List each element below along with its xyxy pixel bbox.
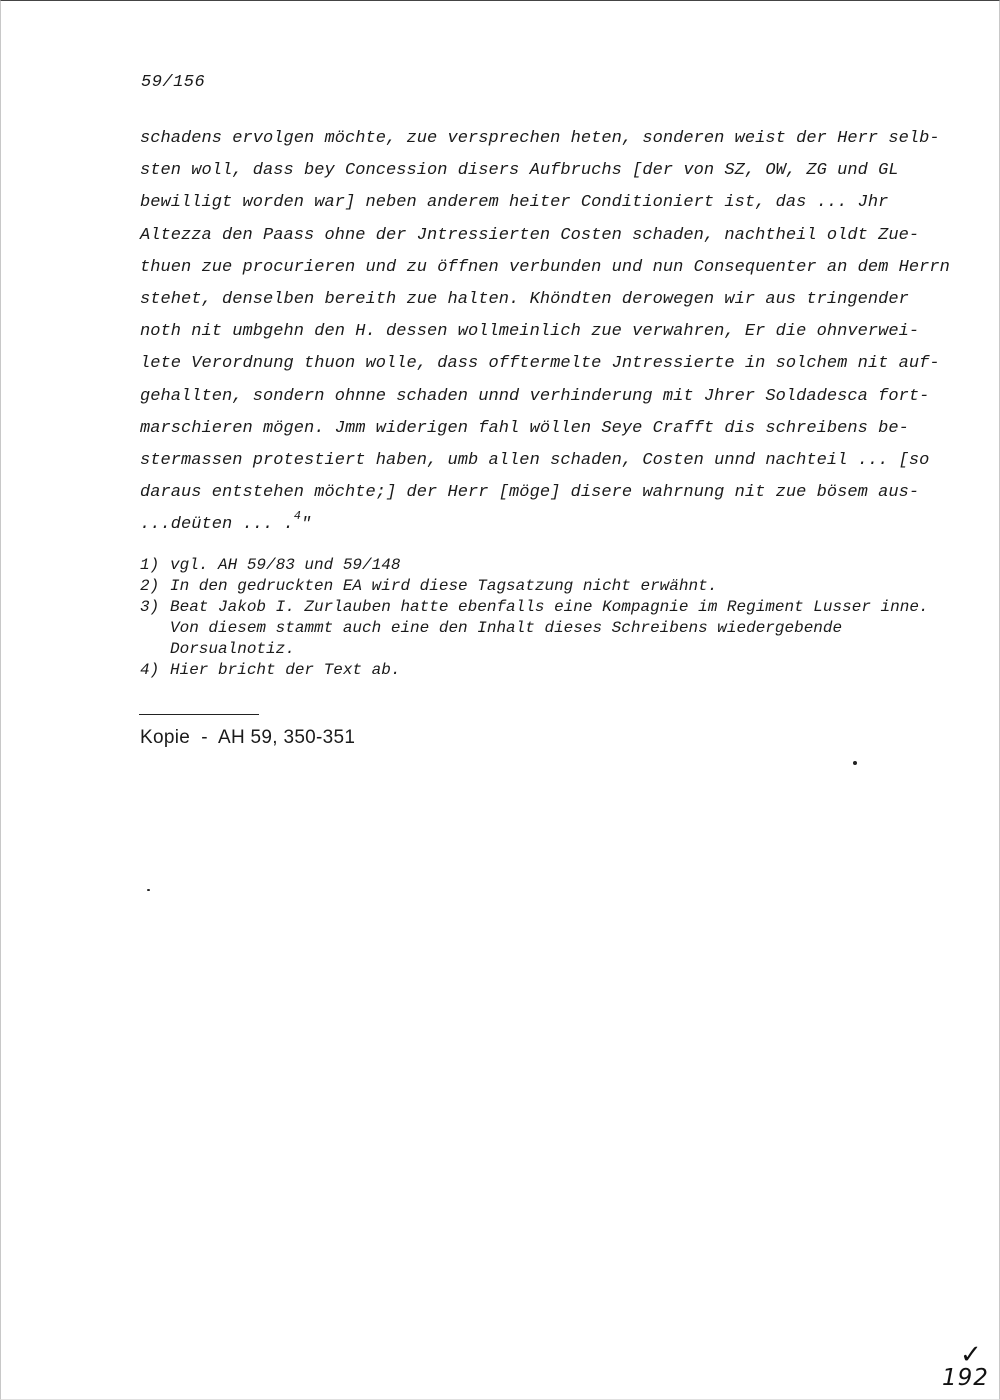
footnote-text: Hier bricht der Text ab. xyxy=(170,661,401,679)
handwritten-archive-number: 192 xyxy=(942,1365,989,1391)
footnote xyxy=(140,576,940,597)
body-line: sten woll, dass bey Concession disers Aufbruchs [der von SZ, OW, ZG und GL xyxy=(140,161,899,181)
footnote xyxy=(140,597,940,660)
body-line: stermassen protestiert haben, umb allen schaden, Costen unnd nachteil ... [so xyxy=(140,450,930,470)
footnote xyxy=(140,555,940,576)
footnotes xyxy=(140,555,940,681)
handwritten-check: ✓ xyxy=(960,1340,982,1370)
body-line: marschieren mögen. Jmm widerigen fahl wöllen Seye Crafft dis schreibens be- xyxy=(140,418,909,438)
body-text xyxy=(140,123,960,541)
footnote-text: In den gedruckten EA wird diese Tagsatzung nicht erwähnt. xyxy=(170,577,718,595)
body-line: gehallten, sondern ohnne schaden unnd verhinderung mit Jhrer Soldadesca fort- xyxy=(140,386,930,406)
footnote-number: 1) xyxy=(140,556,160,574)
footnote-text: Beat Jakob I. Zurlauben hatte ebenfalls eine Kompagnie im Regiment Lusser inne. Von diesem stammt auch eine den Inhalt dieses Schreibens wiedergebende Dorsualnotiz. xyxy=(170,598,929,658)
speck-mark xyxy=(147,889,150,891)
footnote-divider xyxy=(139,714,259,715)
body-line: daraus entstehen möchte;] der Herr [möge] disere wahrnung nit zue bösem aus- xyxy=(140,483,920,503)
body-line: Altezza den Paass ohne der Jntressierten Costen schaden, nachtheil oldt Zue- xyxy=(140,225,920,245)
page-number: 59/156 xyxy=(141,73,206,92)
body-line: bewilligt worden war] neben anderem heiter Conditioniert ist, das ... Jhr xyxy=(140,193,889,213)
footnote-text: vgl. AH 59/83 und 59/148 xyxy=(170,556,401,574)
body-line: noth nit umbgehn den H. dessen wollmeinlich zue verwahren, Er die ohnverwei- xyxy=(140,322,920,342)
body-line: thuen zue procurieren und zu öffnen verbunden und nun Consequenter an dem Herrn xyxy=(140,257,950,277)
footnote-number: 4) xyxy=(140,661,160,679)
body-last-line xyxy=(140,509,960,541)
footnote-number: 2) xyxy=(140,577,160,595)
body-line: stehet, denselben bereith zue halten. Khöndten derowegen wir aus tringender xyxy=(140,289,909,309)
footnote-number: 3) xyxy=(140,598,160,616)
footnote-mark: 4 xyxy=(293,509,302,524)
speck-mark xyxy=(853,761,857,765)
body-line: schadens ervolgen möchte, zue versprechen heten, sonderen weist der Herr selb- xyxy=(140,129,940,148)
body-line: lete Verordnung thuon wolle, dass offtermelte Jntressierte in solchem nit auf- xyxy=(140,354,940,374)
last-line-text: ...deüten ... . xyxy=(140,515,294,535)
source-reference: Kopie - AH 59, 350-351 xyxy=(140,727,356,748)
closing-quote: " xyxy=(301,515,312,535)
footnote xyxy=(140,660,940,681)
